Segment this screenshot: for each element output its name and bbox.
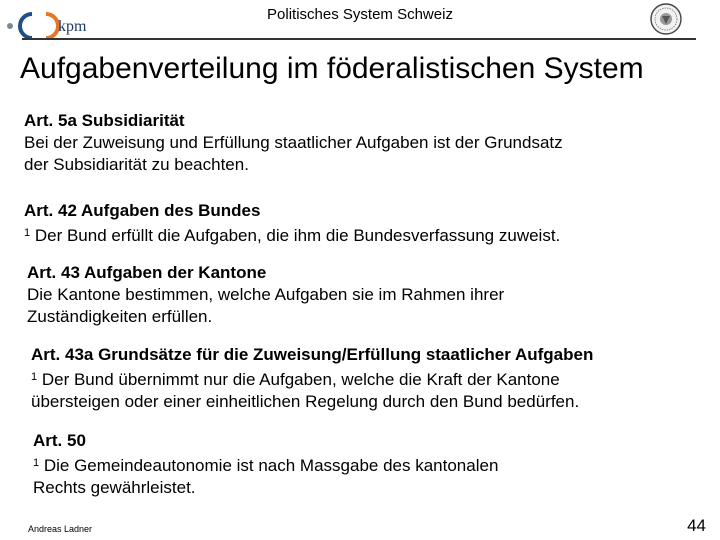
article-line [24,154,563,176]
article-line-text: Der Bund übernimmt nur die Aufgaben, welche die Kraft der Kantone [37,370,560,389]
article-line [27,284,504,306]
article-block [31,344,593,413]
header-divider [22,38,696,40]
article-heading: Art. 43a Grundsätze für die Zuweisung/Erfüllung staatlicher Aufgaben [31,345,594,364]
article-block [24,200,560,247]
page-number: 44 [687,516,706,535]
article-line [31,391,593,413]
paragraph-number: 1 [24,227,31,239]
university-seal [648,2,684,36]
kpm-logo-text: kpm [58,18,87,35]
university-seal-icon [648,2,684,36]
article-line [24,132,563,154]
article-line-text: Die Kantone bestimmen, welche Aufgaben sie im Rahmen ihrer [27,285,505,304]
article-line-text: übersteigen oder einer einheitlichen Regelung durch den Bund bedürfen. [31,392,580,411]
article-line-text: der Subsidiarität zu beachten. [24,155,249,174]
header-title: Politisches System Schweiz [267,6,453,23]
article-line [24,222,560,247]
article-line [33,477,498,499]
article-line-text: Rechts gewährleistet. [33,478,196,497]
article-line [31,366,593,391]
article-line [27,306,504,328]
article-heading: Art. 42 Aufgaben des Bundes [24,201,261,220]
paragraph-number: 1 [33,457,40,469]
slide-title: Aufgabenverteilung im föderalistischen System [20,52,644,85]
article-block [27,262,504,328]
article-line-text: Bei der Zuweisung und Erfüllung staatlicher Aufgaben ist der Grundsatz [24,133,563,152]
article-heading: Art. 50 [33,431,86,450]
article-line-text: Der Bund erfüllt die Aufgaben, die ihm die Bundesverfassung zuweist. [30,226,561,245]
article-line-text: Die Gemeindeautonomie ist nach Massgabe des kantonalen [39,456,499,475]
article-line [33,452,498,477]
article-block [24,110,563,176]
article-line-text: Zuständigkeiten erfüllen. [27,307,213,326]
article-heading: Art. 5a Subsidiarität [24,111,185,130]
paragraph-number: 1 [31,371,38,383]
footer-author: Andreas Ladner [28,524,93,534]
article-heading: Art. 43 Aufgaben der Kantone [27,263,267,282]
article-block [33,430,498,499]
